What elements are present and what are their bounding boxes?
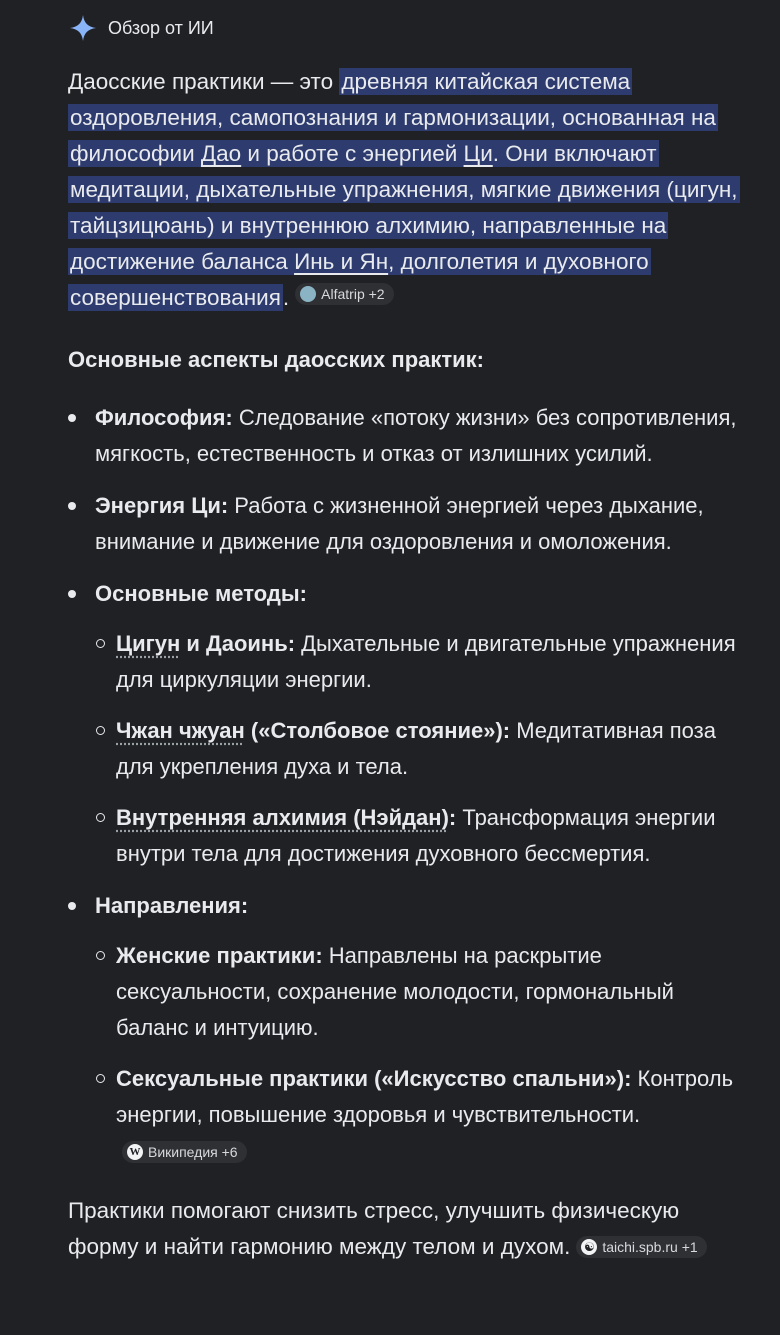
ai-overview-title: Обзор от ИИ: [108, 17, 214, 38]
ai-sparkle-icon: [68, 13, 98, 43]
item-label: Женские практики:: [116, 943, 323, 968]
source-label: Alfatrip +2: [321, 286, 385, 302]
source-chip-wikipedia[interactable]: [122, 1141, 247, 1163]
overview-content: [68, 64, 748, 1265]
yin-yang-icon: ☯: [581, 1239, 597, 1255]
ai-overview-header: [68, 12, 214, 44]
intro-highlight: древняя китайская система оздоровления, самопознания и гармонизации, основанная на философии Дао и работе с энергией Ци. Они включают медитации, дыхательные упражнения, мягкие движения (цигун, тайцзицюань) и внутреннюю алхимию, направленные на достижение баланса Инь и Ян, долголетия и духовного совершенствования: [70, 69, 738, 310]
item-text: Следование «потоку жизни» без сопротивления, мягкость, естественность и отказ от излишних усилий.: [95, 405, 737, 466]
wikipedia-icon: W: [127, 1144, 143, 1160]
sublist-item-zhan-zhuang: Чжан чжуан («Столбовое стояние»): Медитативная поза для укрепления духа и тела.: [95, 713, 748, 785]
outro-text: Практики помогают снизить стресс, улучшить физическую форму и найти гармонию между телом и духом.: [68, 1198, 680, 1259]
source-label: Википедия +6: [148, 1144, 238, 1160]
intro-lead: Даосские практики — это: [68, 69, 340, 94]
intro-paragraph: Даосские практики — это древняя китайская система оздоровления, самопознания и гармонизации, основанная на философии Дао и работе с энергией Ци. Они включают медитации, дыхательные упражнения, мягкие движения (цигун, тайцзицюань) и внутреннюю алхимию, направленные на достижение баланса Инь и Ян, долголетия и духовного совершенствования. Alfatrip +2: [68, 69, 738, 310]
list-item-qi: [68, 488, 748, 560]
item-label: Основные методы:: [95, 581, 307, 606]
outro-paragraph: [68, 1193, 748, 1265]
source-chip-taichi[interactable]: [576, 1236, 706, 1258]
term-zhan-zhuang[interactable]: Чжан чжуан: [116, 718, 245, 743]
source-chip-alfatrip[interactable]: [295, 283, 393, 305]
list-item-philosophy: [68, 400, 748, 472]
methods-sublist: [95, 626, 748, 872]
directions-sublist: [95, 938, 748, 1169]
list-item-directions: [68, 888, 748, 1169]
item-text: Направлены на раскрытие сексуальности, сохранение молодости, гормональный баланс и интуицию.: [116, 943, 674, 1040]
item-label: Философия:: [95, 405, 233, 430]
globe-icon: [300, 286, 316, 302]
link-yin-yang[interactable]: Инь и Ян: [294, 249, 389, 274]
item-label: Сексуальные практики («Искусство спальни»):: [116, 1066, 632, 1091]
source-label: taichi.spb.ru +1: [602, 1239, 698, 1255]
sublist-item-qigong: Цигун и Даоинь: Дыхательные и двигательные упражнения для циркуляции энергии.: [95, 626, 748, 698]
item-text: Дыхательные и двигательные упражнения для циркуляции энергии.: [116, 631, 736, 692]
item-text: Медитативная поза для укрепления духа и тела.: [116, 718, 716, 779]
term-neidan[interactable]: Внутренняя алхимия (Нэйдан): [116, 805, 449, 830]
list-item-methods: [68, 576, 748, 872]
item-label: Направления:: [95, 893, 249, 918]
sublist-item-alchemy: Внутренняя алхимия (Нэйдан): Трансформация энергии внутри тела для достижения духовного бессмертия.: [95, 800, 748, 872]
term-qigong[interactable]: Цигун: [116, 631, 181, 656]
link-dao[interactable]: Дао: [200, 141, 242, 166]
sublist-item-sexual: [95, 1061, 748, 1169]
aspects-list: [68, 400, 748, 1169]
section-title: Основные аспекты даосских практик:: [68, 347, 485, 372]
item-text: Контроль энергии, повышение здоровья и чувствительности.: [116, 1066, 734, 1127]
sublist-item-female: [95, 938, 748, 1046]
item-text: Работа с жизненной энергией через дыхание, внимание и движение для оздоровления и омоложения.: [95, 493, 704, 554]
link-qi[interactable]: Ци: [463, 141, 493, 166]
item-label: Энергия Ци:: [95, 493, 229, 518]
item-text: Трансформация энергии внутри тела для достижения духовного бессмертия.: [116, 805, 716, 866]
